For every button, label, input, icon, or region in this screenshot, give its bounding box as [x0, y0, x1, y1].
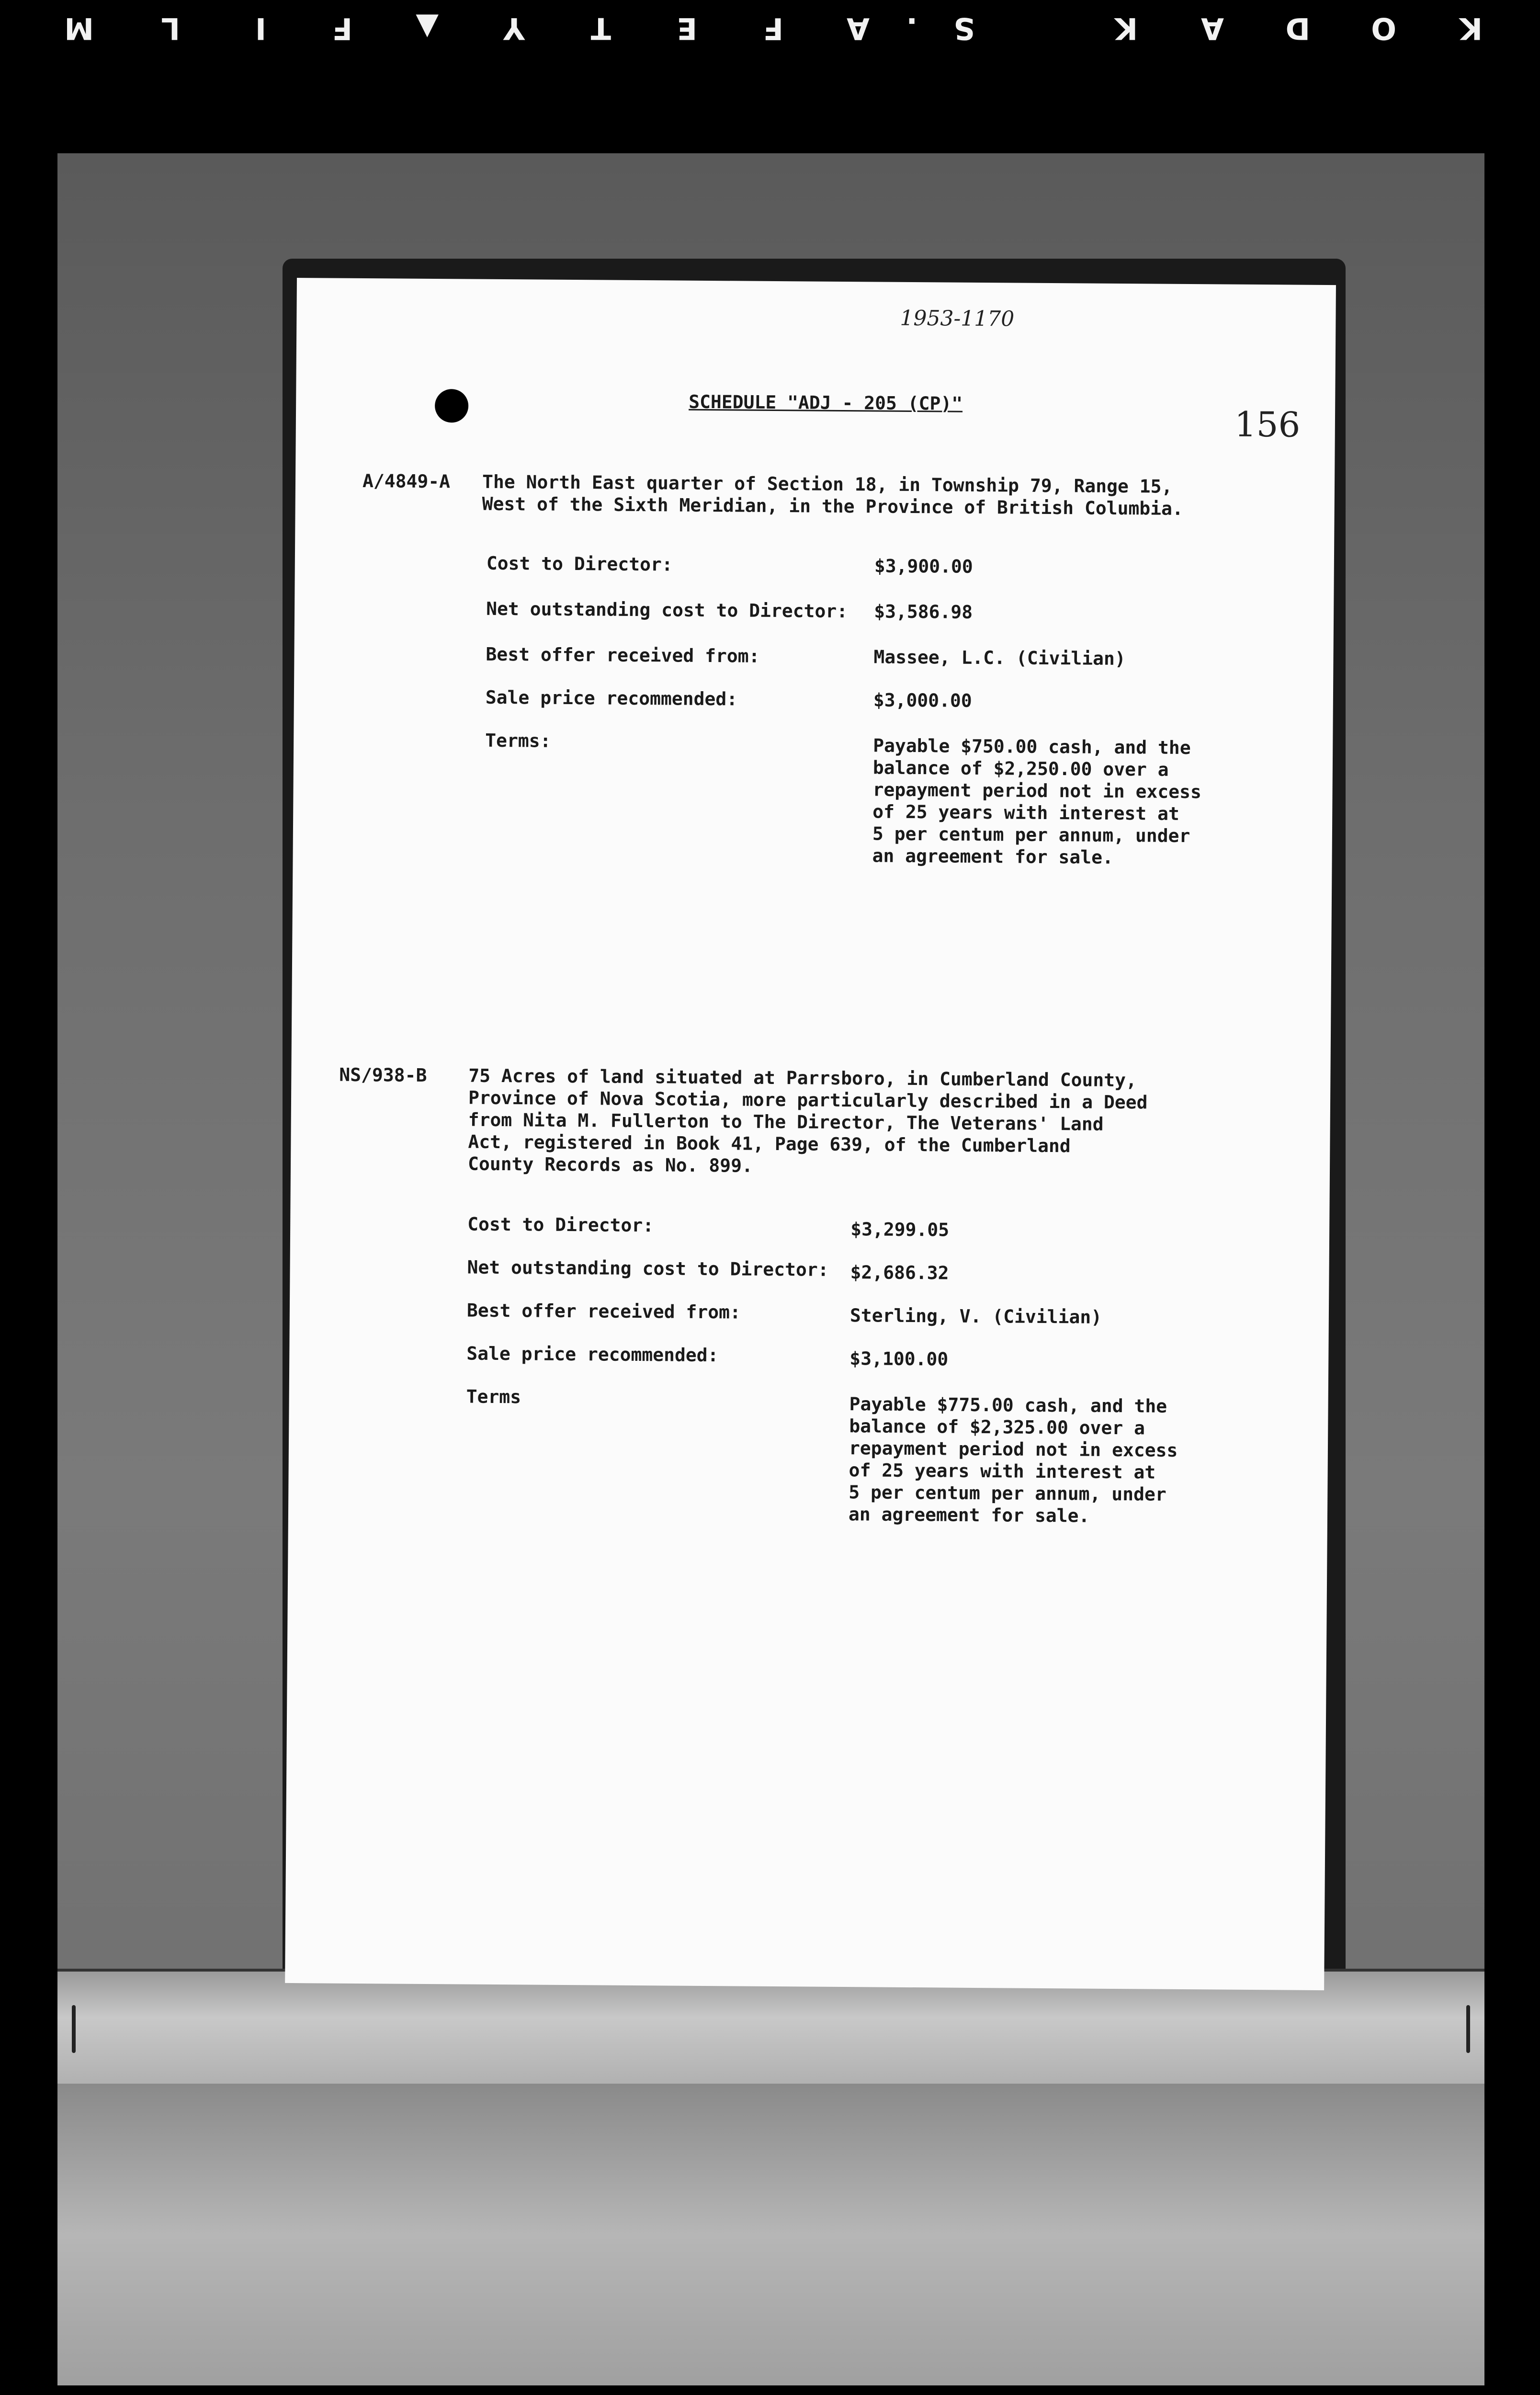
row-label: Sale price recommended: — [485, 686, 738, 710]
row-value: Sterling, V. (Civilian) — [849, 1305, 1102, 1328]
clip-mark — [1466, 2005, 1470, 2053]
entry-description-line: Province of Nova Scotia, more particularly described in a Deed — [468, 1087, 1148, 1113]
row-label: Net outstanding cost to Director: — [467, 1256, 829, 1280]
handwritten-reference: 1953-1170 — [900, 306, 1015, 331]
film-edge-text — [0, 3, 1540, 46]
file-number: NS/938-B — [339, 1064, 427, 1086]
entry-description-line: West of the Sixth Meridian, in the Province of British Columbia. — [482, 493, 1184, 519]
terms-label: Terms — [466, 1386, 521, 1408]
film-letter: . — [906, 11, 917, 46]
entry-description-line: County Records as No. 899. — [467, 1153, 753, 1176]
row-label: Best offer received from: — [466, 1300, 741, 1323]
row-value: $3,586.98 — [874, 601, 973, 623]
terms-line: of 25 years with interest at — [872, 801, 1179, 824]
schedule-heading: SCHEDULE "ADJ - 205 (CP)" — [689, 391, 963, 414]
terms-line: repayment period not in excess — [849, 1437, 1178, 1461]
terms-line: Payable $775.00 cash, and the — [849, 1393, 1167, 1417]
terms-line: balance of $2,250.00 over a — [872, 757, 1169, 780]
row-value: $3,100.00 — [849, 1348, 949, 1370]
document-page — [285, 278, 1336, 1990]
terms-line: Payable $750.00 cash, and the — [873, 735, 1191, 759]
row-value: $2,686.32 — [850, 1262, 949, 1284]
terms-line: an agreement for sale. — [872, 845, 1114, 868]
film-letter: K — [1459, 11, 1483, 46]
film-letter: E — [677, 11, 697, 46]
row-label: Net outstanding cost to Director: — [486, 598, 848, 622]
film-letter: O — [1371, 11, 1396, 46]
film-letter: S — [953, 11, 975, 46]
film-edge — [0, 0, 1540, 144]
terms-line: balance of $2,325.00 over a — [849, 1415, 1145, 1439]
film-letter: T — [590, 11, 611, 46]
film-letter: A — [1201, 11, 1224, 46]
terms-line: 5 per centum per annum, under — [849, 1482, 1166, 1505]
punch-hole — [435, 389, 468, 422]
page-number: 156 — [1234, 404, 1301, 445]
clip-mark — [72, 2005, 76, 2053]
row-value: $3,900.00 — [874, 555, 973, 577]
row-value: Massee, L.C. (Civilian) — [873, 646, 1126, 670]
entry-description-line: 75 Acres of land situated at Parrsboro, in Cumberland County, — [468, 1065, 1137, 1091]
film-letter: K — [1114, 11, 1138, 46]
lower-frame — [57, 2084, 1484, 2385]
film-letter: ▲ — [416, 11, 439, 46]
row-value: $3,000.00 — [873, 689, 972, 711]
row-label: Cost to Director: — [486, 552, 673, 575]
row-value: $3,299.05 — [850, 1219, 950, 1241]
film-letter: Y — [503, 11, 525, 46]
film-letter: M — [64, 11, 94, 46]
terms-line: 5 per centum per annum, under — [872, 823, 1190, 847]
row-label: Best offer received from: — [486, 643, 760, 667]
row-label: Sale price recommended: — [466, 1343, 719, 1366]
terms-label: Terms: — [485, 730, 551, 752]
film-letter: L — [161, 11, 180, 46]
film-letter: D — [1285, 11, 1310, 46]
file-number: A/4849-A — [362, 470, 451, 492]
film-letter: I — [255, 11, 266, 46]
entry-description-line: The North East quarter of Section 18, in Township 79, Range 15, — [482, 471, 1173, 497]
entry-description-line: from Nita M. Fullerton to The Director, The Veterans' Land — [468, 1109, 1104, 1135]
terms-line: repayment period not in excess — [872, 779, 1202, 803]
terms-line: an agreement for sale. — [848, 1504, 1090, 1527]
film-letter: A — [847, 11, 870, 46]
film-letter: F — [332, 11, 352, 46]
terms-line: of 25 years with interest at — [849, 1460, 1156, 1483]
row-label: Cost to Director: — [467, 1213, 654, 1236]
entry-description-line: Act, registered in Book 41, Page 639, of the Cumberland — [468, 1131, 1071, 1157]
film-letter: F — [763, 11, 783, 46]
